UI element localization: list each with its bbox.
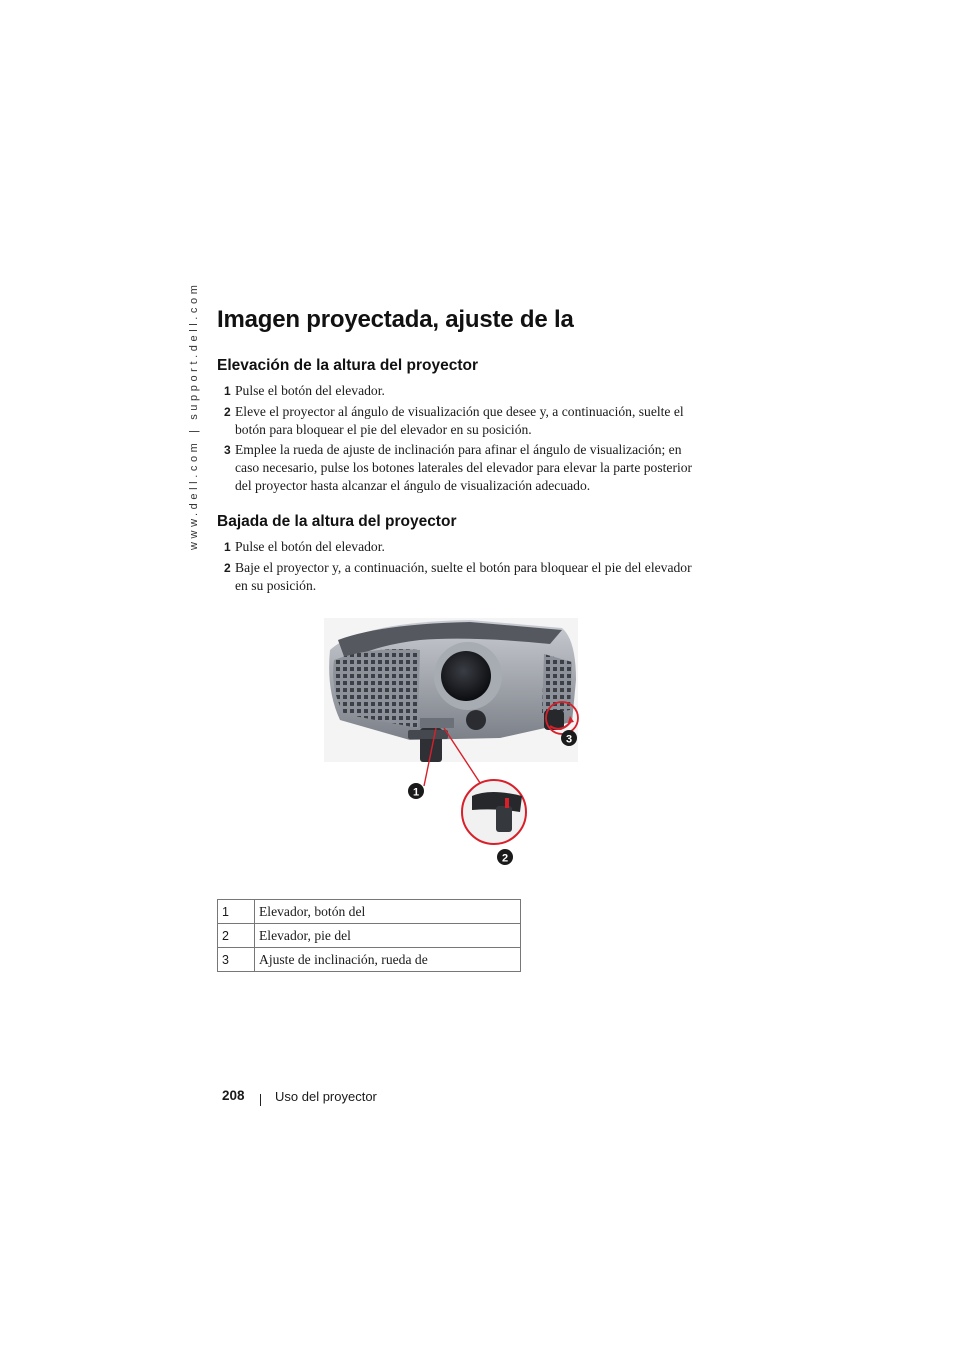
svg-text:1: 1 — [412, 786, 420, 799]
step-number: 3 — [224, 443, 231, 457]
callout-2 — [497, 849, 513, 865]
table-row — [218, 948, 521, 972]
footer-chapter-title: Uso del proyector — [275, 1089, 377, 1104]
projector-body-icon — [329, 620, 576, 740]
section-heading-raise: Elevación de la altura del proyector — [217, 357, 479, 374]
callout-3 — [561, 730, 577, 746]
footer-divider — [260, 1094, 261, 1106]
elevator-detail-icon — [462, 780, 526, 844]
step-text: Baje el proyector y, a continuación, suelte el botón para bloquear el pie del elevador en su posición. — [235, 560, 692, 593]
step-number: 1 — [224, 540, 231, 554]
legend-number: 3 — [218, 948, 255, 972]
step-number: 1 — [224, 384, 231, 398]
step-lower-1 — [224, 538, 704, 556]
section-heading-lower: Bajada de la altura del proyector — [217, 513, 457, 530]
step-text: Pulse el botón del elevador. — [235, 539, 385, 554]
step-lower-2 — [224, 559, 704, 595]
step-raise-2 — [224, 403, 704, 439]
step-number: 2 — [224, 561, 231, 575]
legend-number: 2 — [218, 924, 255, 948]
projector-figure — [300, 610, 600, 880]
legend-label: Elevador, botón del — [255, 900, 521, 924]
legend-number: 1 — [218, 900, 255, 924]
side-url: www.dell.com | support.dell.com — [188, 281, 200, 550]
step-text: Emplee la rueda de ajuste de inclinación para afinar el ángulo de visualización; en caso necesario, pulse los botones laterales del elevador para elevar la parte posterior del proyector hasta alcanzar el ángulo de visualización adecuado. — [235, 442, 693, 493]
legend-table — [217, 899, 521, 972]
table-row — [218, 900, 521, 924]
step-raise-1 — [224, 382, 704, 400]
page-title: Imagen proyectada, ajuste de la — [217, 306, 574, 333]
step-number: 2 — [224, 405, 231, 419]
page-number: 208 — [222, 1088, 245, 1103]
svg-text:2: 2 — [501, 852, 509, 865]
legend-label: Ajuste de inclinación, rueda de — [255, 948, 521, 972]
table-row — [218, 924, 521, 948]
step-text: Eleve el proyector al ángulo de visualización que desee y, a continuación, suelte el botón para bloquear el pie del elevador en su posición. — [235, 404, 684, 437]
callout-1 — [408, 783, 424, 799]
step-raise-3 — [224, 441, 704, 495]
step-text: Pulse el botón del elevador. — [235, 383, 385, 398]
legend-label: Elevador, pie del — [255, 924, 521, 948]
svg-text:3: 3 — [565, 733, 573, 746]
